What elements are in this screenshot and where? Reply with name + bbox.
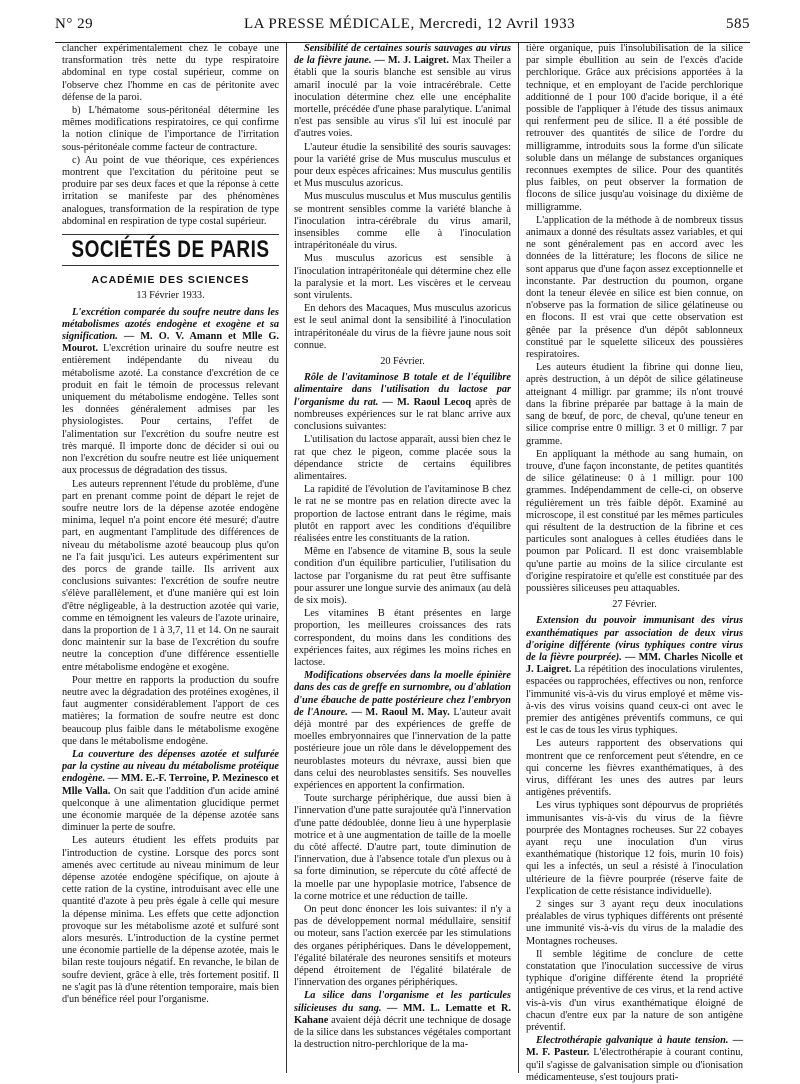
society-heading: ACADÉMIE DES SCIENCES xyxy=(91,274,250,287)
article-paragraph xyxy=(526,1035,743,1084)
article-text: L'excrétion urinaire du soufre neutre est entièrement indépendante du niveau du métabolisme azoté. La constance d'excrétion de ce produit en fait le témoin de processus relevant uniquement du métabolisme endogène. Telles sont les données généralement admises par les physiologistes. Pour certains, l'effet de l'alimentation sur l'excrétion du soufre neutre est très marqué. Il importe donc de décider si oui ou non l'excrétion du soufre neutre est liée uniquement aux processus de dégradation des tissus. xyxy=(62,343,279,477)
paragraph: Les auteurs étudient les effets produits par l'introduction de cystine. Lorsque des porcs sont amenés avec certitude au niveau minimum de leur dépense azotée endogène spécifique, on ajoute à cette ration de la cystine, introduisant avec elle une quantité d'azote à peu près égale à celle qui mesure la dépense minima. Les effets que cette adjonction provoque sur les métabolisme azoté et sulfuré sont alors mesurés. L'introduction de la cystine permet une économie partielle de la dépense azotée, mais le bilan reste toujours négatif. En revanche, le bilan de soufre devient, grâce à elle, très fortement positif. Il ne s'agit pas là d'une rétention temporaire, mais bien d'un bénéfice réel pour l'organisme. xyxy=(62,835,279,1006)
article-authors: — MM. Charles Nicolle et J. Laigret. xyxy=(526,651,743,676)
paragraph: Il semble légitime de conclure de cette constatation que l'inoculation successive de virus typhique d'origine différente étend la propriété antigénique préventive de ces virus, et la rend active vis-à-vis d'un virus exanthématique éloigné de chacun d'entre eux par la nature de son antigène préventif. xyxy=(526,948,743,1034)
paragraph: Mus musculus musculus et Mus musculus gentilis se montrent sensibles comme la variété blanche à l'inoculation intra-cérébrale du virus amaril, insensibles comme elle à l'inoculation intrapéritonéale du virus. xyxy=(294,191,511,252)
article-text: L'électrothérapie à courant continu, qu'il s'agisse de galvanisation simple ou d'ionisation médicamenteuse, s'est toujours prati- xyxy=(526,1047,743,1083)
article-text: avaient déjà décrit une technique de dosage de la silice dans les substances végétales comportant la destruction nitro-perchlorique de la ma- xyxy=(294,1014,511,1051)
paragraph: L'auteur étudie la sensibilité des souris sauvages: pour la variété grise de Mus musculus musculus et pour deux espèces africaines: Mus musculus gentilis et Mus musculus azoricus. xyxy=(294,141,511,190)
article-paragraph xyxy=(294,43,511,141)
article-authors: — MM. E.-F. Terroine, P. Mezinesco et Mlle Valla. xyxy=(62,773,279,797)
paragraph: La rapidité de l'évolution de l'avitaminose B chez le rat ne se montre pas en relation directe avec la proportion de lactose entrant dans le régime, mais plutôt en rapport avec les conditions d'équilibre réalisées entre les constituants de la ration. xyxy=(294,484,511,544)
paragraph: En dehors des Macaques, Mus musculus azoricus est le seul animal dont la sensibilité à l'inoculation intrapéritonéale du virus de la fièvre jaune nous soit connue. xyxy=(294,303,511,351)
session-date: 27 Février. xyxy=(612,599,657,611)
article-text: L'auteur avait déjà montré par des expériences de greffe de moelles embryonnaires que l'innervation de la patte postérieure joue un rôle dans le développement des neuroblastes moteurs du névraxe, aussi bien que dans celui des neuroblastes sensitifs. Ses nouvelles expériences en apportent la confirmation. xyxy=(294,706,511,791)
article-title: Rôle de l'avitaminose B totale et de l'équilibre alimentaire dans l'utilisation du lactose par l'organisme du rat. xyxy=(294,372,511,408)
paragraph: L'application de la méthode à de nombreux tissus animaux a donné des résultats assez variables, et qui ne sont généralement pas en accord avec les données de la littérature; les flocons de silice ne sont apparus que d'une façon assez exceptionnelle et inconstante. Par destruction du poumon, organe dont la teneur élevée en silice est bien connue, on n'observe pas la formation de silice gélatineuse ou en flocons. Il est vrai que cette observation est gênée par la présence d'un dépôt sablonneux constitué par le squelette siliceux des poussières respiratoires. xyxy=(526,214,743,361)
article-title: La couverture des dépenses azotée et sulfurée par la cystine au niveau du métabolisme protéique endogène. xyxy=(62,748,279,785)
paragraph: Les virus typhiques sont dépourvus de propriétés immunisantes vis-à-vis du virus de la fièvre pourprée des Montagnes rocheuses. Sur 22 cobayes ayant reçu une inoculation d'un virus exanthématique (historique 12 fois, murin 10 fois) qui les a infectés, un seul a résisté à l'inoculation ultérieure de la fièvre pourprée (réserve faite de l'explication de cette résistance individuelle). xyxy=(526,800,743,897)
session-date: 20 Février. xyxy=(380,356,425,368)
article-paragraph xyxy=(294,670,511,792)
paragraph: c) Au point de vue théorique, ces expériences montrent que l'excitation du péritoine peut se produire par ses deux faces et que la réponse à cette irritation se manifeste par des phénomènes analogues, transformation de la respiration de type abdominal en respiration de type costal supérieur. xyxy=(62,154,279,227)
article-title: L'excrétion comparée du soufre neutre dans les métabolismes azotés endogène et exogène et sa signification. xyxy=(62,306,279,343)
section-divider xyxy=(62,265,279,266)
article-authors: — M. Raoul M. May. xyxy=(351,706,450,718)
article-title: La silice dans l'organisme et les particules silicieuses du sang. xyxy=(294,990,511,1014)
article-authors: — M. Raoul Lecoq xyxy=(382,396,472,408)
paragraph: 2 singes sur 3 ayant reçu deux inoculations préalables de virus typhiques différents ont présenté une immunité vis-à-vis du virus de la maladie des Montagnes rocheuses. xyxy=(526,899,743,947)
article-authors: — M. J. Laigret. xyxy=(374,55,449,67)
journal-title: LA PRESSE MÉDICALE, Mercredi, 12 Avril 1933 xyxy=(243,16,576,32)
paragraph: clancher expérimentalement chez le cobaye une transformation très nette du type respiratoire abdominal en type costal supérieur, comme on l'observe chez l'homme en cas de péritonite avec défense de la paroi. xyxy=(62,43,279,103)
paragraph: Même en l'absence de vitamine B, sous la seule condition d'un équilibre particulier, l'utilisation du lactose par l'organisme du rat peut être suffisante pour assurer une longue survie des animaux (au delà de six mois). xyxy=(294,546,511,606)
paragraph: Les auteurs étudient la fibrine qui donne lieu, après destruction, à un dépôt de silice gélatineuse atteignant 4 milligr. par gramme; ils n'ont trouvé dans la fibrine préparée par battage à la main de sang de bœuf, de porc, de cheval, qu'une teneur en silice comprise entre 0 milligr. 3 et 0 milligr. 7 par gramme. xyxy=(526,362,743,447)
article-paragraph xyxy=(62,749,279,834)
article-paragraph xyxy=(526,615,743,737)
paragraph: tière organique, puis l'insolubilisation de la silice par simple ébullition au sein de l'excès d'acide perchlorique. Grâce aux précisions apportées à la technique, et en employant de l'acide perchlorique additionné de 1 pour 100 d'acide borique, il a été possible de l'appliquer à l'étude des tissus animaux qui renferment peu de silice. Il a été possible de retrouver des quantités de silice de l'ordre du milligramme, introduits sous la forme d'un silicate soluble dans un mélange de substances organiques reconnues exemptes de silice. Pour des quantités plus faibles, on peut observer la formation de flocons de silice jusqu'au voisinage du dixième de milligramme. xyxy=(526,43,743,213)
paragraph: Les auteurs rapportent des observations qui montrent que ce renforcement peut s'étendre, en ce qui concerne les fièvres exanthématiques, à des virus, différant les unes des autres par leurs antigènes préventifs. xyxy=(526,738,743,799)
column-2 xyxy=(286,43,518,1073)
article-paragraph xyxy=(294,372,511,433)
paragraph: Toute surcharge périphérique, due aussi bien à l'innervation d'une patte surajoutée qu'à l'innervation d'une patte dédoublée, donne lieu à une hyperplasie motrice et à une augmentation de taille de la moelle du côté affecté. D'autre part, toute diminution de l'innervation, due à l'absence totale d'un plexus ou à sa forte diminution, se répercute du côté affecté de la moelle par une hypoplasie motrice, l'absence de la corne motrice et une réduction de taille. xyxy=(294,793,512,902)
article-paragraph xyxy=(294,990,511,1051)
session-date: 13 Février 1933. xyxy=(136,290,205,302)
issue-number: N° 29 xyxy=(55,16,94,32)
article-text: On sait que l'addition d'un acide aminé quelconque à une alimentation glucidique permet une économie marquée de la dépense azotée sans diminuer la perte de soufre. xyxy=(62,785,280,834)
article-title: Modifications observées dans la moelle épinière dans des cas de greffe en surnombre, ou d'ablation d'une ébauche de patte postérieure chez l'embryon de l'Anoure. xyxy=(294,670,511,718)
paragraph: b) L'hématome sous-péritonéal détermine les mêmes modifications respiratoires, ce qui confirme la notion clinique de l'importance de l'irritation sous-péritonéale comme facteur de contracture. xyxy=(62,105,279,153)
paragraph: Mus musculus azoricus est sensible à l'inoculation intrapéritonéale qui détermine chez elle la paralysie et la mort. Les viscères et le cerveau sont virulents. xyxy=(294,253,511,302)
article-authors: — M. O. V. Amann et Mlle G. Mourot. xyxy=(62,331,279,355)
article-authors: — MM. L. Lematte et R. Kahane xyxy=(294,1002,511,1026)
column-3 xyxy=(518,43,750,1083)
paragraph: L'utilisation du lactose apparaît, aussi bien chez le rat que chez le pigeon, comme placée sous la dépendance stricte de certains équilibres alimentaires. xyxy=(294,434,511,482)
page-header xyxy=(55,16,750,38)
paragraph: On peut donc énoncer les lois suivantes: il n'y a pas de développement normal médullaire, sensitif ou moteur, sans l'action exercée par les stimulations des organes périphériques. Dans le développement, l'égalité bilatérale des neurones sensitifs et moteurs dépend étroitement de l'égalité bilatérale de l'innervation des organes périphériques. xyxy=(294,904,511,989)
paragraph: En appliquant la méthode au sang humain, on trouve, d'une façon inconstante, de petites quantités de silice gélatineuse: 0 à 1 milligr. pour 100 grammes. Indépendamment de celle-ci, on observe régulièrement un très faible dépôt. Examiné au microscope, il est constitué par les mêmes particules qui résultent de la destruction de la fibrine et ces particules sont analogues à celles étudiées dans le poumon par Policard. Il est donc vraisemblable qu'une partie au moins de la silice circulante est d'origine respiratoire et qu'elle est constituée par des poussières siliceuses peu attaquables. xyxy=(526,448,743,594)
paragraph: Les auteurs reprennent l'étude du problème, d'une part en prenant comme point de départ le rejet de soufre neutre lors de la dépense azotée endogène minima, lequel n'a point encore été mesuré; d'autre part, en augmentant l'amplitude des différences de niveau du métabolisme azoté beaucoup plus qu'on ne l'a fait jusqu'ici. Les auteurs expérimentent sur des porcs de grande taille. Ils arrivent aux conclusions suivantes: l'excrétion de soufre neutre s'élève parallèlement, et d'une manière qui est loin d'être négligeable, à la destruction azotée qui varie, comme en témoignent les valeurs de l'azote urinaire, dans la proportion de 1 à 3,7, 11 et 14. On ne saurait donc maintenir sur la base de l'excrétion du soufre neutre la conception d'une différence essentielle entre métabolisme endogène et exogène. xyxy=(62,478,279,673)
article-title: Sensibilité de certaines souris sauvages au virus de la fièvre jaune. xyxy=(294,43,511,67)
section-divider xyxy=(62,234,279,235)
paragraph: Les vitamines B étant présentes en large proportion, les meilleures croissances des rats correspondent, du moins dans les conditions des expériences faites, aux régimes les moins riches en lactose. xyxy=(294,608,511,668)
article-title: Electrothérapie galvanique à haute tension. xyxy=(536,1035,729,1047)
article-text: La répétition des inoculations virulentes, espacées ou rapprochées, effectives ou non, renforce l'immunité vis-à-vis du virus employé et même vis-à-vis des virus voisins quand ceux-ci ont avec le premier des antigènes préventifs communs, ce qui est le cas de tous les virus typhiques. xyxy=(526,664,744,737)
article-paragraph xyxy=(62,307,279,478)
section-title: SOCIÉTÉS DE PARIS xyxy=(71,236,270,264)
column-1 xyxy=(55,43,286,1073)
article-text: après de nombreuses expériences sur le rat blanc arrive aux conclusions suivantes: xyxy=(294,396,511,433)
article-authors: — M. F. Pasteur. xyxy=(526,1035,744,1059)
article-title: Extension du pouvoir immunisant des virus exanthématiques par association de deux virus d'origine différente (virus typhiques contre virus de la fièvre pourprée). xyxy=(526,615,743,663)
article-text: Max Theiler a établi que la souris blanche est sensible au virus amaril inoculé par la voie intracérébrale. Cette inoculation détermine chez elle une encéphalite mortelle, précédée d'une phase paralytique. L'animal n'est pas sensible au virus s'il lui est inoculé par d'autres voies. xyxy=(294,55,512,140)
paragraph: Pour mettre en rapports la production du soufre neutre avec la dégradation des protéines exogènes, il faut augmenter considérablement l'apport de ces matières; la formation de soufre neutre est donc beaucoup plus faible dans le métabolisme exogène que dans le métabolisme endogène. xyxy=(62,674,279,747)
text-columns xyxy=(55,43,750,1083)
page-number: 585 xyxy=(726,16,750,32)
